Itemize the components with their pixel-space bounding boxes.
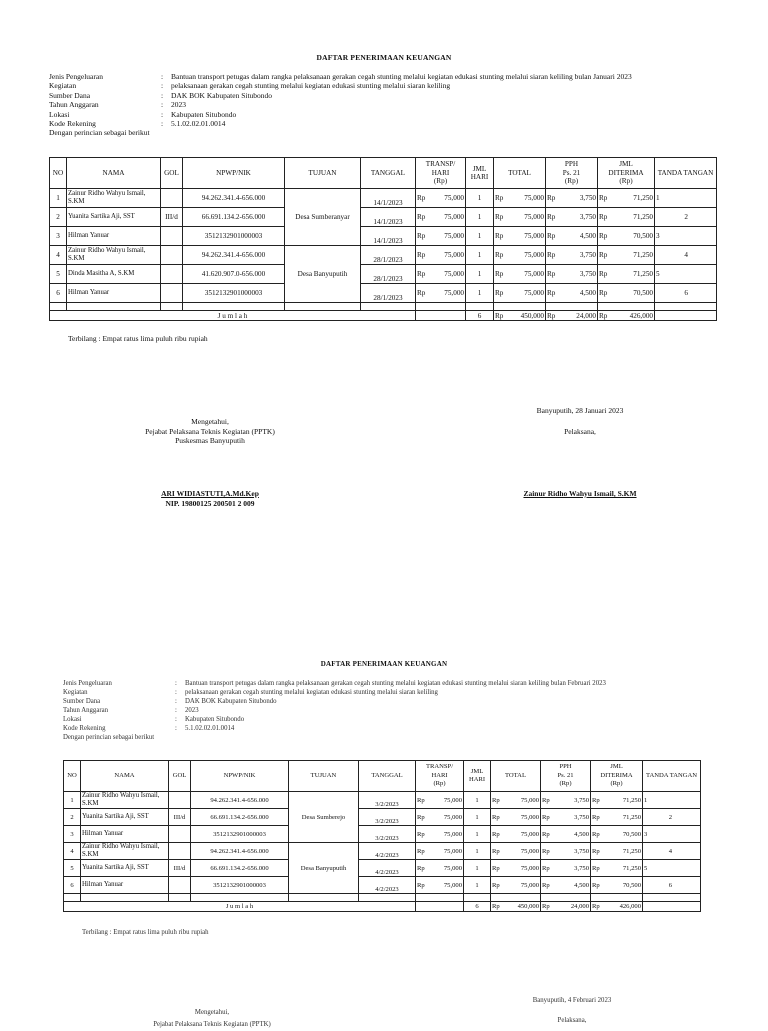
cell-total: Rp 75,000 [491,877,541,894]
cell-tanggal: 14/1/2023 [361,227,416,246]
col-pph: PPH Ps. 21 (Rp) [541,761,591,792]
cell-jml-hari: 1 [464,860,491,877]
cell-tanggal: 14/1/2023 [361,208,416,227]
cell-npwp: 94.262.341.4-656.000 [183,246,285,265]
cell-diterima: Rp 71,250 [598,189,655,208]
cell-gol [161,246,183,265]
cell-diterima: Rp 71,250 [598,208,655,227]
cell-gol [169,877,191,894]
table-row [50,189,717,208]
jumlah-label: J u m l a h [64,902,416,912]
jumlah-pph: Rp 24,000 [542,903,589,910]
cell-pph: Rp 3,750 [541,792,591,809]
cell-gol [161,284,183,303]
signer-nip: NIP. 19800125 200501 2 009 [165,498,255,508]
col-npwp: NPWP/NIK [191,761,289,792]
cell-diterima: Rp 71,250 [591,809,643,826]
cell-tanggal: 28/1/2023 [361,265,416,284]
meta-key: Sumber Dana [49,90,91,100]
h-hari: HARI [431,168,450,177]
doc2-terbilang: Terbilang : Empat ratus lima puluh ribu rupiah [82,929,209,936]
cell-pph: Rp 3,750 [541,843,591,860]
cell-tujuan: Desa Sumberanyar [285,189,361,246]
col-tanggal: TANGGAL [359,761,416,792]
cell-tujuan: Desa Banyuputih [289,843,359,894]
cell-gol [169,826,191,843]
meta-row: Sumber Dana : DAK BOK Kabupaten Situbondo [63,698,277,705]
cell-pph: Rp 3,750 [546,265,598,284]
doc1-place-date: Banyuputih, 28 Januari 2023 [536,406,624,415]
table-row [64,843,701,860]
cell-pph: Rp 4,500 [541,826,591,843]
meta-key: Kegiatan [49,81,77,91]
cell-npwp: 3512132901000003 [191,826,289,843]
cell-tanggal: 4/2/2023 [359,843,416,860]
signer-name: Zainur Ridho Wahyu Ismail, S.KM [523,489,637,498]
h-transp: TRANSP/ [425,160,456,169]
table-total-row [50,311,717,321]
cell-total: Rp 75,000 [494,227,546,246]
meta-row: Jenis Pengeluaran : Bantuan transport petugas dalam rangka pelaksanaan gerakan cegah stunting melalui kegiatan edukasi stunting melalui siaran keliling bulan Januari 2023 [49,72,632,81]
cell-nama: Yuanita Sartika Aji, SST [81,860,169,877]
col-tujuan: TUJUAN [289,761,359,792]
doc2-left-sig [112,1007,312,1031]
jumlah-hari: 6 [464,902,491,912]
jumlah-hari: 6 [466,311,494,321]
meta-row: Kode Rekening : 5.1.02.02.01.0014 [49,119,226,129]
cell-transp: Rp 75,000 [416,246,466,265]
jumlah-total: Rp 450,000 [492,903,539,910]
cell-npwp: 66.691.134.2-656.000 [191,860,289,877]
cell-nama: Yuanita Sartika Aji, SST [81,809,169,826]
cell-nama: Zainur Ridho Wahyu Ismail, S.KM [81,843,169,860]
meta-row: Jenis Pengeluaran : Bantuan transport petugas dalam rangka pelaksanaan gerakan cegah stunting melalui kegiatan edukasi stunting melalui siaran keliling bulan Februari 2023 [63,680,606,687]
cell-total: Rp 75,000 [491,860,541,877]
cell-tanggal: 28/1/2023 [361,246,416,265]
cell-nama: Dinda Masitha A, S.KM [67,265,161,284]
cell-diterima: Rp 70,500 [591,826,643,843]
h-rp: (Rp) [564,177,579,186]
col-transp: TRANSP/ HARI (Rp) [416,761,464,792]
meta-value: 2023 [171,100,186,110]
doc2-place-date: Banyuputih, 4 Februari 2023 [532,997,612,1004]
cell-diterima: Rp 71,250 [591,860,643,877]
cell-transp: Rp 75,000 [416,860,464,877]
cell-nama: Hilman Yanuar [81,877,169,894]
table-row [50,208,717,227]
jumlah-diterima: Rp 426,000 [592,903,641,910]
h-pph: PPH [564,160,579,169]
cell-total: Rp 75,000 [491,809,541,826]
table-header [64,761,701,792]
cell-no: 3 [64,826,81,843]
doc1-terbilang: Terbilang : Empat ratus lima puluh ribu rupiah [68,334,208,343]
col-tanggal: TANGGAL [361,158,416,189]
jumlah-total: Rp 450,000 [495,311,544,320]
meta-row: Kegiatan : pelaksanaan gerakan cegah stunting melalui kegiatan edukasi stunting melalui siaran keliling [63,689,438,696]
table-row [64,877,701,894]
cell-jml-hari: 1 [464,826,491,843]
cell-gol [169,843,191,860]
cell-tanggal: 3/2/2023 [359,826,416,843]
cell-transp: Rp 75,000 [416,843,464,860]
cell-jml-hari: 1 [466,189,494,208]
table-header [50,158,717,189]
cell-gol [169,792,191,809]
col-pph [546,158,598,189]
cell-no: 3 [50,227,67,246]
cell-npwp: 66.691.134.2-656.000 [183,208,285,227]
cell-signature[interactable]: 1 [643,792,701,809]
cell-no: 2 [64,809,81,826]
table-empty-row [64,894,701,902]
meta-intro [49,128,632,137]
col-jml-hari: JML HARI [464,761,491,792]
h-jml-hari: HARI [470,173,489,181]
meta-row: Kode Rekening : 5.1.02.02.01.0014 [63,725,235,732]
cell-gol: III/d [169,809,191,826]
meta-key: Jenis Pengeluaran [63,680,112,687]
cell-diterima: Rp 71,250 [591,843,643,860]
cell-no: 4 [64,843,81,860]
cell-no: 1 [64,792,81,809]
col-total: TOTAL [491,761,541,792]
cell-signature[interactable]: 1 [655,189,717,208]
doc2-title: DAFTAR PENERIMAAN KEUANGAN [320,660,448,668]
cell-transp: Rp 75,000 [416,284,466,303]
cell-diterima: Rp 71,250 [598,246,655,265]
jumlah-label: J u m l a h [50,311,416,321]
cell-diterima: Rp 70,500 [598,284,655,303]
doc1-title: DAFTAR PENERIMAAN KEUANGAN [316,53,452,62]
cell-gol: III/d [169,860,191,877]
cell-tujuan: Desa Sumberejo [289,792,359,843]
cell-gol [161,265,183,284]
cell-diterima: Rp 71,250 [591,792,643,809]
h-jml2: JML [619,160,633,169]
cell-gol [161,189,183,208]
col-gol: GOL [169,761,191,792]
col-tanda: TANDA TANGAN [655,158,717,189]
table-row [50,284,717,303]
sig-role: Pejabat Pelaksana Teknis Kegiatan (PPTK) [153,1021,271,1028]
cell-signature[interactable]: 6 [643,877,701,894]
col-nama: NAMA [81,761,169,792]
col-diterima: JML DITERIMA (Rp) [591,761,643,792]
table-row [50,265,717,284]
meta-row: Tahun Anggaran : 2023 [63,707,199,714]
cell-nama: Zainur Ridho Wahyu Ismail, S.KM [67,246,161,265]
table-row [64,826,701,843]
cell-total: Rp 75,000 [494,208,546,227]
meta-intro [63,733,606,742]
cell-jml-hari: 1 [466,284,494,303]
cell-nama: Hilman Yanuar [67,227,161,246]
h-diterima: DITERIMA [608,168,644,177]
meta-key: Lokasi [63,716,82,723]
h-rp: (Rp) [433,177,448,186]
cell-npwp: 94.262.341.4-656.000 [183,189,285,208]
doc1-table [49,157,717,321]
meta-key: Kegiatan [63,689,88,696]
cell-no: 5 [64,860,81,877]
sig-label: Mengetahui, [191,417,229,426]
intro-text: Dengan perincian sebagai berikut [63,734,155,741]
cell-pph: Rp 3,750 [546,246,598,265]
doc2-right-role: Pelaksana, [557,1017,587,1024]
cell-npwp: 3512132901000003 [191,877,289,894]
doc1-right-role: Pelaksana, [564,427,596,436]
cell-transp: Rp 75,000 [416,826,464,843]
cell-jml-hari: 1 [464,809,491,826]
cell-pph: Rp 3,750 [546,208,598,227]
cell-pph: Rp 3,750 [541,860,591,877]
doc1-meta [49,72,632,138]
meta-value: Bantuan transport petugas dalam rangka pelaksanaan gerakan cegah stunting melalui kegiatan edukasi stunting melalui siaran keliling bulan Januari 2023 [171,72,632,81]
col-tujuan: TUJUAN [285,158,361,189]
meta-value: 2023 [185,707,199,714]
cell-total: Rp 75,000 [494,284,546,303]
table-row [50,246,717,265]
cell-diterima: Rp 70,500 [598,227,655,246]
meta-value: Kabupaten Situbondo [171,109,237,119]
meta-key: Jenis Pengeluaran [49,72,103,81]
cell-tujuan: Desa Banyuputih [285,246,361,303]
meta-key: Kode Rekening [49,119,96,129]
meta-key: Kode Rekening [63,725,106,732]
cell-no: 1 [50,189,67,208]
cell-signature[interactable]: 2 [643,809,701,826]
cell-jml-hari: 1 [466,208,494,227]
doc1-left-signer [110,489,310,508]
cell-gol [161,227,183,246]
cell-pph: Rp 3,750 [546,189,598,208]
cell-signature[interactable]: 4 [643,843,701,860]
cell-signature[interactable]: 3 [643,826,701,843]
table-row [64,792,701,809]
cell-signature[interactable]: 6 [655,284,717,303]
meta-value: pelaksanaan gerakan cegah stunting melalui kegiatan edukasi stunting melalui siaran keliling [171,81,451,91]
cell-no: 6 [50,284,67,303]
cell-nama: Zainur Ridho Wahyu Ismail, S.KM [81,792,169,809]
cell-transp: Rp 75,000 [416,227,466,246]
cell-transp: Rp 75,000 [416,809,464,826]
cell-gol: III/d [161,208,183,227]
meta-value: pelaksanaan gerakan cegah stunting melalui kegiatan edukasi stunting melalui siaran keliling [185,689,438,696]
meta-key: Tahun Anggaran [49,100,99,110]
cell-transp: Rp 75,000 [416,877,464,894]
sig-label: Mengetahui, [194,1009,230,1016]
col-nama: NAMA [67,158,161,189]
col-gol: GOL [161,158,183,189]
doc1-left-sig [110,417,310,446]
table-total-row [64,902,701,912]
cell-signature[interactable]: 4 [655,246,717,265]
meta-key: Tahun Anggaran [63,707,109,714]
signer-name: ARI WIDIASTUTI,A.Md.Kep [161,489,259,498]
col-tanda: TANDA TANGAN [643,761,701,792]
cell-total: Rp 75,000 [494,189,546,208]
doc1-right-signer [478,489,682,499]
cell-tanggal: 4/2/2023 [359,877,416,894]
meta-value: DAK BOK Kabupaten Situbondo [171,90,273,100]
h-jml: JML [472,164,487,173]
table-row [64,860,701,877]
cell-nama: Hilman Yanuar [67,284,161,303]
cell-signature[interactable]: 3 [655,227,717,246]
cell-total: Rp 75,000 [491,826,541,843]
cell-pph: Rp 4,500 [546,284,598,303]
cell-total: Rp 75,000 [494,246,546,265]
meta-value: 5.1.02.02.01.0014 [185,725,235,732]
cell-npwp: 3512132901000003 [183,284,285,303]
doc2-table [63,760,701,912]
cell-nama: Zainur Ridho Wahyu Ismail, S.KM [67,189,161,208]
sig-role: Pejabat Pelaksana Teknis Kegiatan (PPTK) [145,426,275,436]
cell-no: 6 [64,877,81,894]
cell-jml-hari: 1 [466,265,494,284]
sig-org: Puskesmas Banyuputih [175,436,245,445]
cell-tanggal: 28/1/2023 [361,284,416,303]
cell-npwp: 66.691.134.2-656.000 [191,809,289,826]
cell-total: Rp 75,000 [491,843,541,860]
intro-text: Dengan perincian sebagai berikut [49,128,150,138]
cell-nama: Yuanita Sartika Aji, SST [67,208,161,227]
col-transp [416,158,466,189]
cell-signature[interactable]: 5 [643,860,701,877]
cell-diterima: Rp 70,500 [591,877,643,894]
cell-jml-hari: 1 [466,246,494,265]
cell-transp: Rp 75,000 [416,189,466,208]
col-total: TOTAL [494,158,546,189]
meta-value: DAK BOK Kabupaten Situbondo [185,698,277,705]
table-row [64,809,701,826]
cell-no: 5 [50,265,67,284]
cell-total: Rp 75,000 [491,792,541,809]
h-ps21: Ps. 21 [562,168,581,177]
cell-tanggal: 3/2/2023 [359,809,416,826]
meta-row: Sumber Dana : DAK BOK Kabupaten Situbondo [49,90,273,100]
cell-pph: Rp 4,500 [541,877,591,894]
cell-jml-hari: 1 [464,843,491,860]
col-jml-hari [466,158,494,189]
cell-transp: Rp 75,000 [416,265,466,284]
cell-transp: Rp 75,000 [416,792,464,809]
meta-value: Bantuan transport petugas dalam rangka pelaksanaan gerakan cegah stunting melalui kegiatan edukasi stunting melalui siaran keliling bulan Februari 2023 [185,680,606,687]
cell-no: 4 [50,246,67,265]
jumlah-diterima: Rp 426,000 [599,311,653,320]
meta-value: 5.1.02.02.01.0014 [171,119,226,129]
cell-tanggal: 4/2/2023 [359,860,416,877]
cell-diterima: Rp 71,250 [598,265,655,284]
cell-pph: Rp 3,750 [541,809,591,826]
cell-tanggal: 14/1/2023 [361,189,416,208]
table-empty-row [50,303,717,311]
h-rp: (Rp) [619,177,633,186]
cell-tanggal: 3/2/2023 [359,792,416,809]
meta-key: Lokasi [49,109,70,119]
cell-pph: Rp 4,500 [546,227,598,246]
meta-row: Lokasi : Kabupaten Situbondo [63,716,245,723]
doc2-meta [63,679,606,742]
cell-npwp: 94.262.341.4-656.000 [191,843,289,860]
meta-row: Kegiatan : pelaksanaan gerakan cegah stunting melalui kegiatan edukasi stunting melalui siaran keliling [49,81,451,91]
meta-key: Sumber Dana [63,698,101,705]
cell-transp: Rp 75,000 [416,208,466,227]
cell-npwp: 3512132901000003 [183,227,285,246]
cell-signature[interactable]: 2 [655,208,717,227]
col-npwp: NPWP/NIK [183,158,285,189]
col-no: NO [50,158,67,189]
cell-signature[interactable]: 5 [655,265,717,284]
cell-npwp: 94.262.341.4-656.000 [191,792,289,809]
table-row [50,227,717,246]
cell-npwp: 41.620.907.0-656.000 [183,265,285,284]
cell-jml-hari: 1 [466,227,494,246]
col-diterima [598,158,655,189]
cell-total: Rp 75,000 [494,265,546,284]
cell-jml-hari: 1 [464,792,491,809]
meta-row: Lokasi : Kabupaten Situbondo [49,109,237,119]
jumlah-pph: Rp 24,000 [547,311,596,320]
cell-no: 2 [50,208,67,227]
meta-row: Tahun Anggaran : 2023 [49,100,186,110]
cell-nama: Hilman Yanuar [81,826,169,843]
col-no: NO [64,761,81,792]
cell-jml-hari: 1 [464,877,491,894]
meta-value: Kabupaten Situbondo [185,716,245,723]
